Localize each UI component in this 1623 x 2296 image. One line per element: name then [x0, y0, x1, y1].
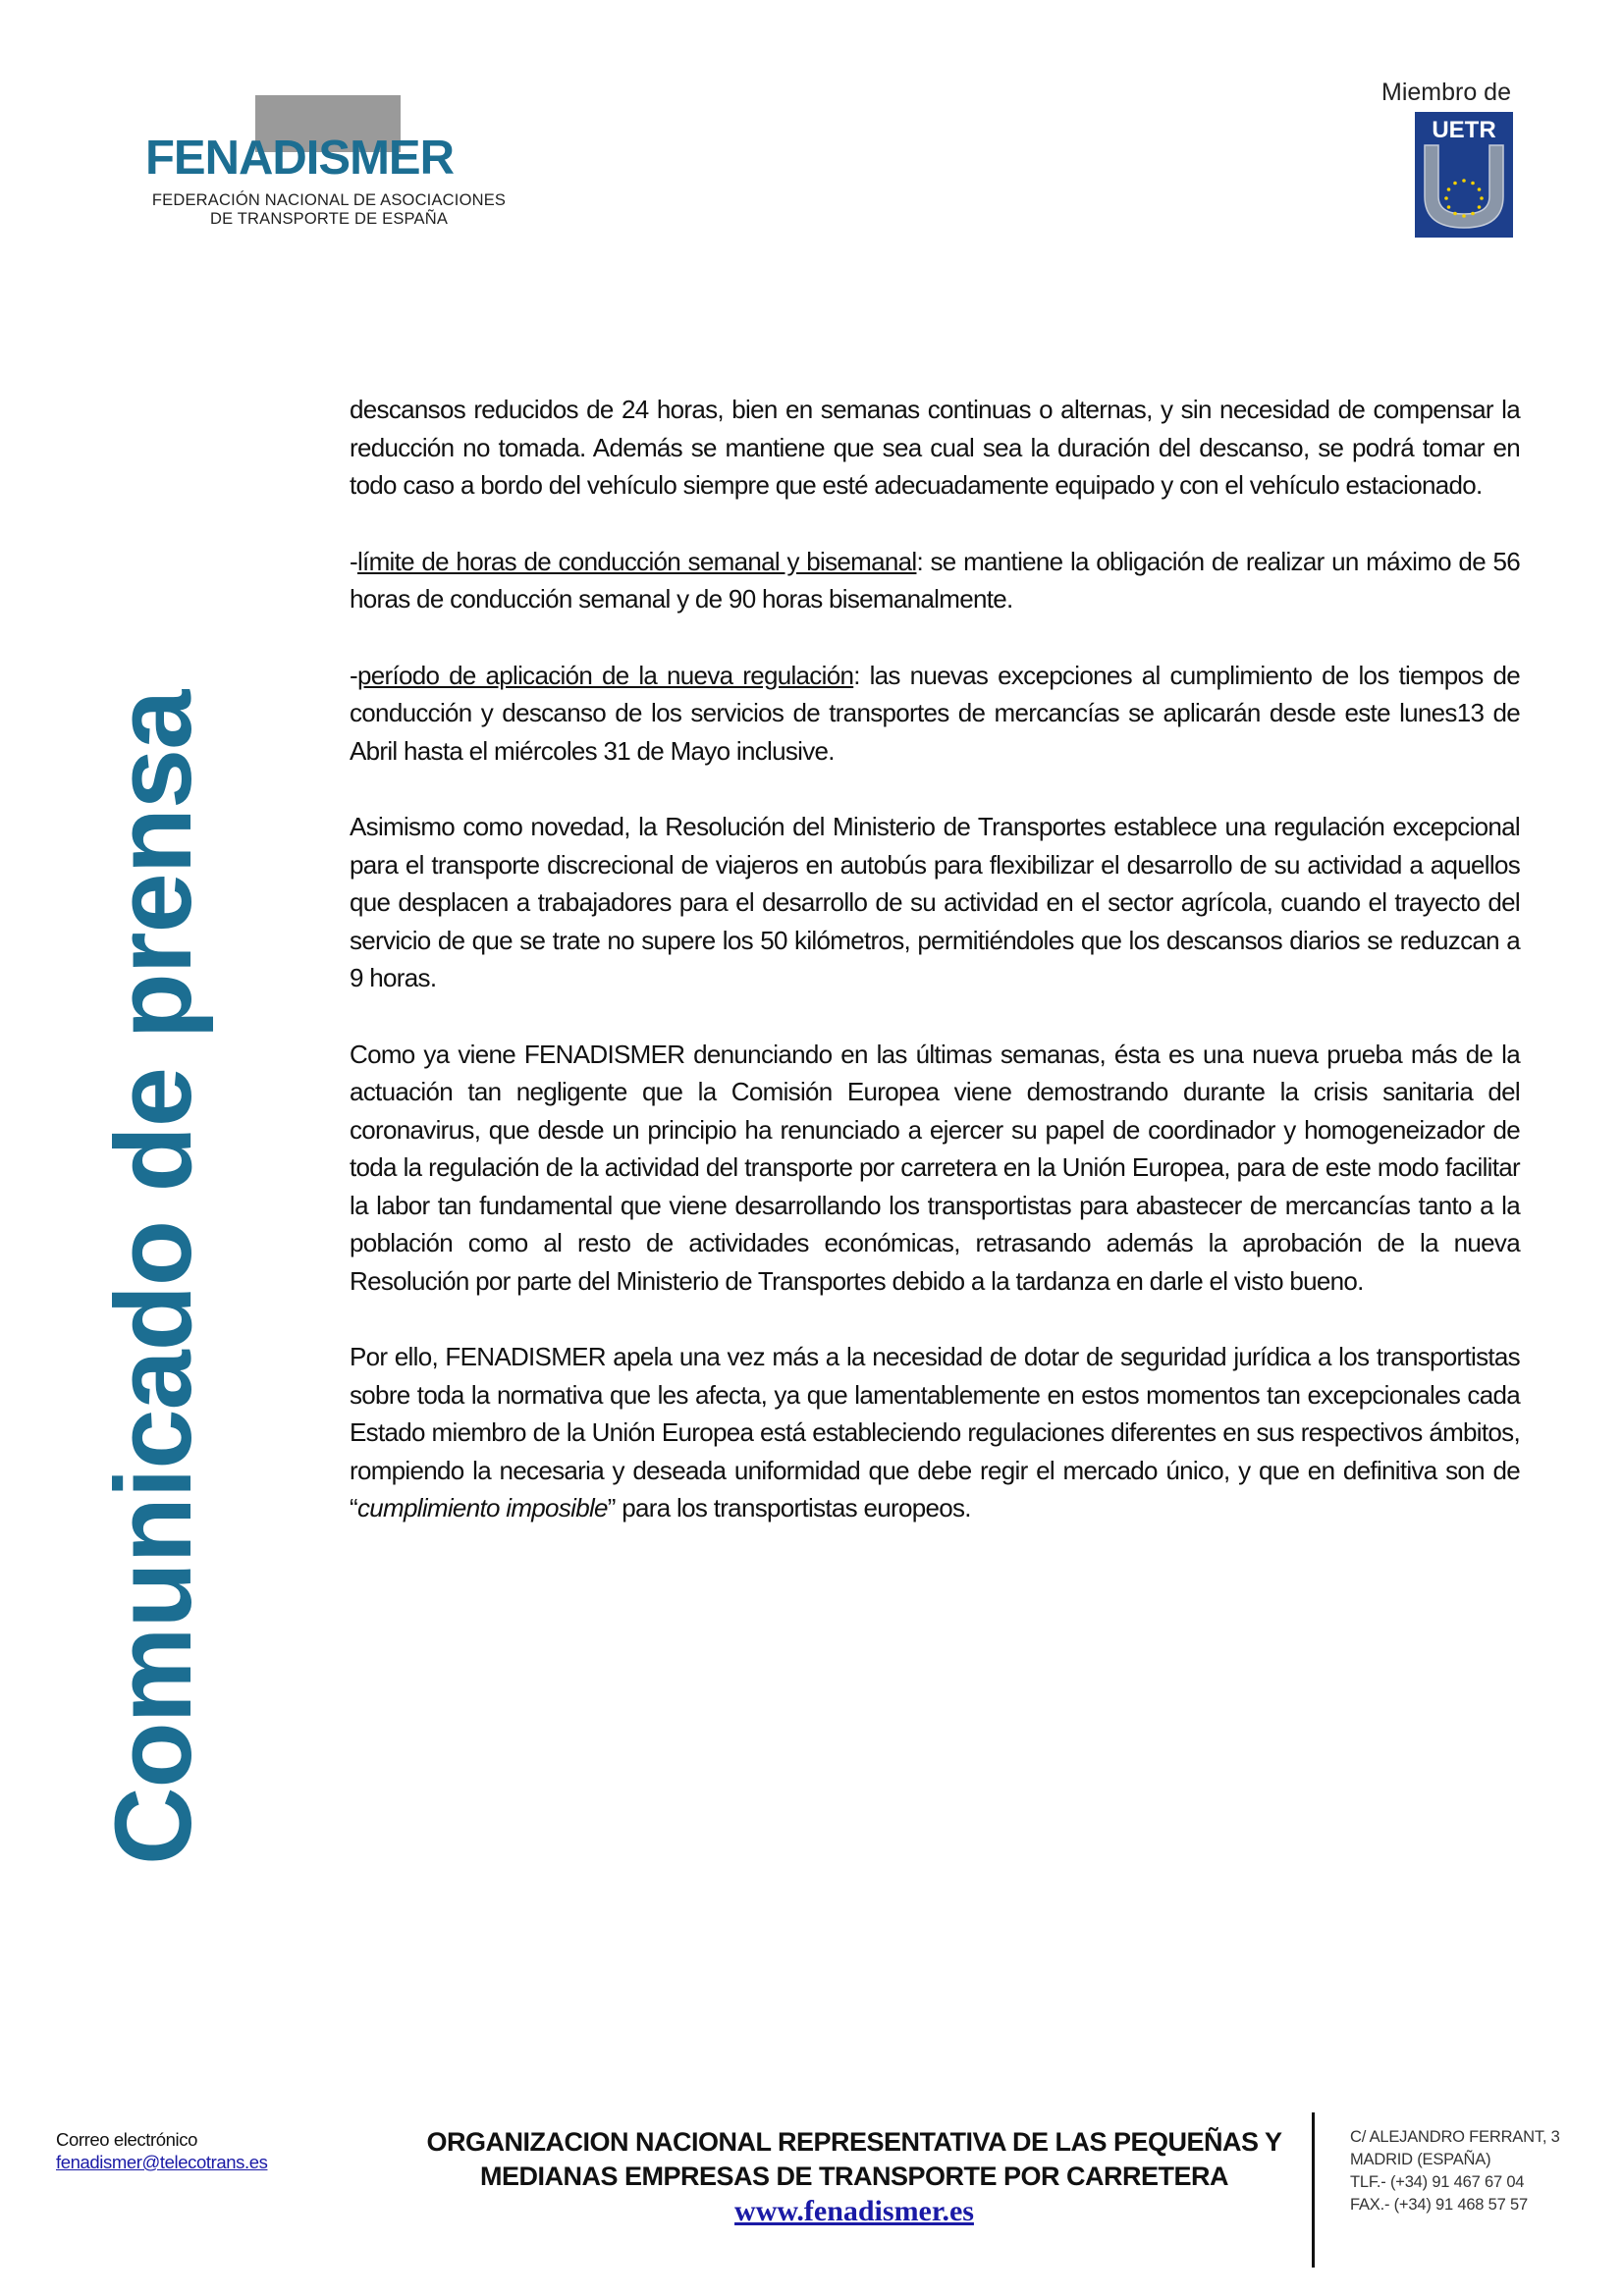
- address-line-2: MADRID (ESPAÑA): [1350, 2151, 1491, 2168]
- brand-name: FENADISMER: [145, 132, 454, 185]
- uetr-logo-icon: [1415, 112, 1513, 238]
- p3-prefix: -: [350, 660, 357, 690]
- brand-subtitle: [147, 191, 511, 229]
- brand-subtitle-line2: DE TRANSPORTE DE ESPAÑA: [209, 210, 449, 228]
- footer-organization: [412, 2125, 1296, 2194]
- uetr-text: UETR: [1432, 117, 1496, 143]
- footer-website: [412, 2195, 1296, 2228]
- paragraph-1: descansos reducidos de 24 horas, bien en semanas continuas o alternas, y sin necesidad de compensar la reducción no tomada. Además se mantiene que sea cual sea la duración del descanso, se podrá tomar en todo caso a bordo del vehículo siempre que esté adecuadamente equipado y con el vehículo estacionado.: [350, 395, 1520, 500]
- email-link[interactable]: fenadismer@telecotrans.es: [56, 2152, 268, 2172]
- paragraph-6: [350, 1338, 1520, 1527]
- p2-heading: límite de horas de conducción semanal y bisemanal: [356, 546, 917, 576]
- brand-subtitle-line1: FEDERACIÓN NACIONAL DE ASOCIACIONES: [151, 191, 507, 209]
- paragraph-2: [350, 543, 1520, 618]
- p6-italic: cumplimiento imposible: [356, 1493, 608, 1522]
- p6-text: Por ello, FENADISMER apela una vez más a la necesidad de dotar de seguridad jurídica a los transportistas sobre toda la normativa que les afecta, ya que lamentablemente en estos momentos tan excepcionales cada Estado miembro de la Unión Europea está estableciendo regulaciones diferentes en sus respectivos ámbitos, rompiendo la necesaria y deseada uniformidad que debe regir el mercado único, y que en definitiva son de “: [350, 1342, 1520, 1522]
- org-line-1: ORGANIZACION NACIONAL REPRESENTATIVA DE LAS PEQUEÑAS Y: [426, 2127, 1282, 2157]
- fenadismer-logo: [145, 95, 518, 242]
- email-label: Correo electrónico: [56, 2129, 197, 2150]
- p2-text: : se mantiene la obligación de realizar un máximo de 56 horas de conducción semanal y de 90 horas bisemanalmente.: [350, 546, 1520, 614]
- p2-prefix: -: [350, 546, 357, 576]
- org-line-2: MEDIANAS EMPRESAS DE TRANSPORTE POR CARRETERA: [479, 2162, 1229, 2191]
- website-link[interactable]: www.fenadismer.es: [734, 2195, 974, 2227]
- side-title: Comunicado de prensa: [93, 690, 214, 1865]
- p3-text: : las nuevas excepciones al cumplimiento de los tiempos de conducción y descanso de los servicios de transportes de mercancías se aplicarán desde este lunes13 de Abril hasta el miércoles 31 de Mayo inclusive.: [350, 660, 1520, 766]
- footer-email-block: [56, 2128, 267, 2173]
- footer-address: [1350, 2126, 1560, 2216]
- member-label: Miembro de: [1381, 79, 1511, 106]
- paragraph-3: [350, 657, 1520, 771]
- p3-heading: período de aplicación de la nueva regulación: [356, 660, 854, 690]
- phone-number: TLF.- (+34) 91 467 67 04: [1350, 2173, 1525, 2191]
- paragraph-5: Como ya viene FENADISMER denunciando en las últimas semanas, ésta es una nueva prueba más de la actuación tan negligente que la Comisión Europea viene demostrando durante la crisis sanitaria del coronavirus, que desde un principio ha renunciado a ejercer su papel de coordinador y homogeneizador de toda la regulación de la actividad del transporte por carretera en la Unión Europea, para de este modo facilitar la labor tan fundamental que viene desarrollando los transportistas para abastecer de mercancías tanto a la población como al resto de actividades económicas, retrasando además la aprobación de la nueva Resolución por parte del Ministerio de Transportes debido a la tardanza en darle el visto bueno.: [350, 1039, 1520, 1296]
- p6-end: ” para los transportistas europeos.: [607, 1493, 971, 1522]
- address-line-1: C/ ALEJANDRO FERRANT, 3: [1350, 2128, 1560, 2146]
- fax-number: FAX.- (+34) 91 468 57 57: [1350, 2196, 1528, 2214]
- member-of-uetr: [1378, 79, 1515, 143]
- press-release-body: [350, 391, 1520, 1566]
- footer-divider: [1312, 2112, 1315, 2268]
- paragraph-4: Asimismo como novedad, la Resolución del Ministerio de Transportes establece una regulación excepcional para el transporte discrecional de viajeros en autobús para flexibilizar el desarrollo de su actividad a aquellos que desplacen a trabajadores para el desarrollo de su actividad en el sector agrícola, cuando el trayecto del servicio de que se trate no supere los 50 kilómetros, permitiéndoles que los descansos diarios se reduzcan a 9 horas.: [350, 812, 1520, 992]
